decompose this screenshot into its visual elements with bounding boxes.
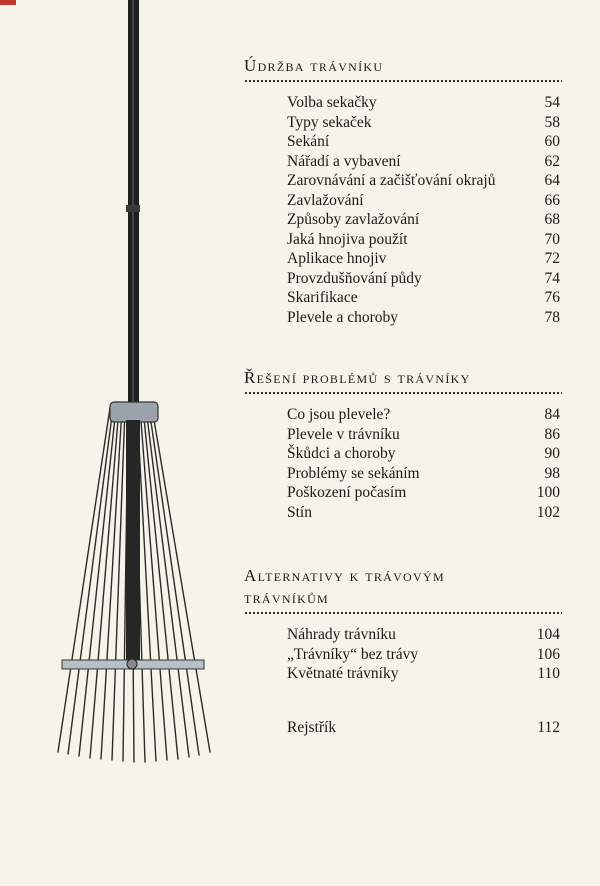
toc-entry[interactable]: Poškození počasím 100	[287, 484, 560, 501]
toc-entry[interactable]: Stín 102	[287, 503, 560, 521]
dotted-divider	[244, 611, 562, 615]
toc-entry[interactable]: Aplikace hnojiv 72	[287, 250, 560, 267]
section-title-line-2: trávníkům	[244, 588, 330, 607]
toc-entry[interactable]: Skarifikace 76	[287, 289, 560, 306]
toc-entry-index[interactable]	[287, 718, 560, 738]
index-label: Rejstřík	[287, 719, 337, 736]
section-title: Údržba trávníku	[244, 56, 384, 75]
toc-entry[interactable]: „Trávníky“ bez trávy 106	[287, 645, 560, 663]
toc-entry[interactable]: Plevele v trávníku 86	[287, 425, 560, 443]
index-page: 112	[537, 719, 560, 736]
toc-entry[interactable]: Nářadí a vybavení 62	[287, 152, 560, 170]
toc-entry[interactable]: Zavlažování 66	[287, 191, 560, 209]
dotted-divider	[244, 79, 562, 83]
toc-entry[interactable]: Jaká hnojiva použít 70	[287, 230, 560, 248]
dotted-divider	[244, 391, 562, 395]
toc-entry[interactable]: Způsoby zavlažování 68	[287, 211, 560, 228]
toc-list	[244, 93, 562, 327]
toc-entry[interactable]: Škůdci a choroby 90	[287, 445, 560, 462]
toc-list	[244, 405, 562, 522]
section-lawn-care	[244, 55, 562, 327]
garden-rake-illustration	[0, 0, 240, 886]
section-lawn-problems	[244, 367, 562, 522]
toc-entry[interactable]: Náhrady trávníku 104	[287, 626, 560, 643]
section-title-line-1: Alternativy k trávovým	[244, 566, 445, 585]
toc-entry[interactable]: Plevele a choroby 78	[287, 308, 560, 326]
toc-entry[interactable]: Zarovnávání a začišťování okrajů 64	[287, 172, 560, 189]
section-title: Řešení problémů s trávníky	[244, 368, 471, 387]
toc-entry[interactable]: Sekání 60	[287, 133, 560, 150]
toc-entry[interactable]: Květnaté trávníky 110	[287, 665, 560, 682]
toc-entry[interactable]: Volba sekačky 54	[287, 94, 560, 111]
toc-entry[interactable]: Co jsou plevele? 84	[287, 406, 560, 423]
toc-entry[interactable]: Provzdušňování půdy 74	[287, 269, 560, 287]
toc-entry[interactable]: Typy sekaček 58	[287, 113, 560, 131]
toc-list	[244, 625, 562, 684]
section-lawn-alternatives	[244, 565, 562, 684]
toc-entry[interactable]: Problémy se sekáním 98	[287, 464, 560, 482]
